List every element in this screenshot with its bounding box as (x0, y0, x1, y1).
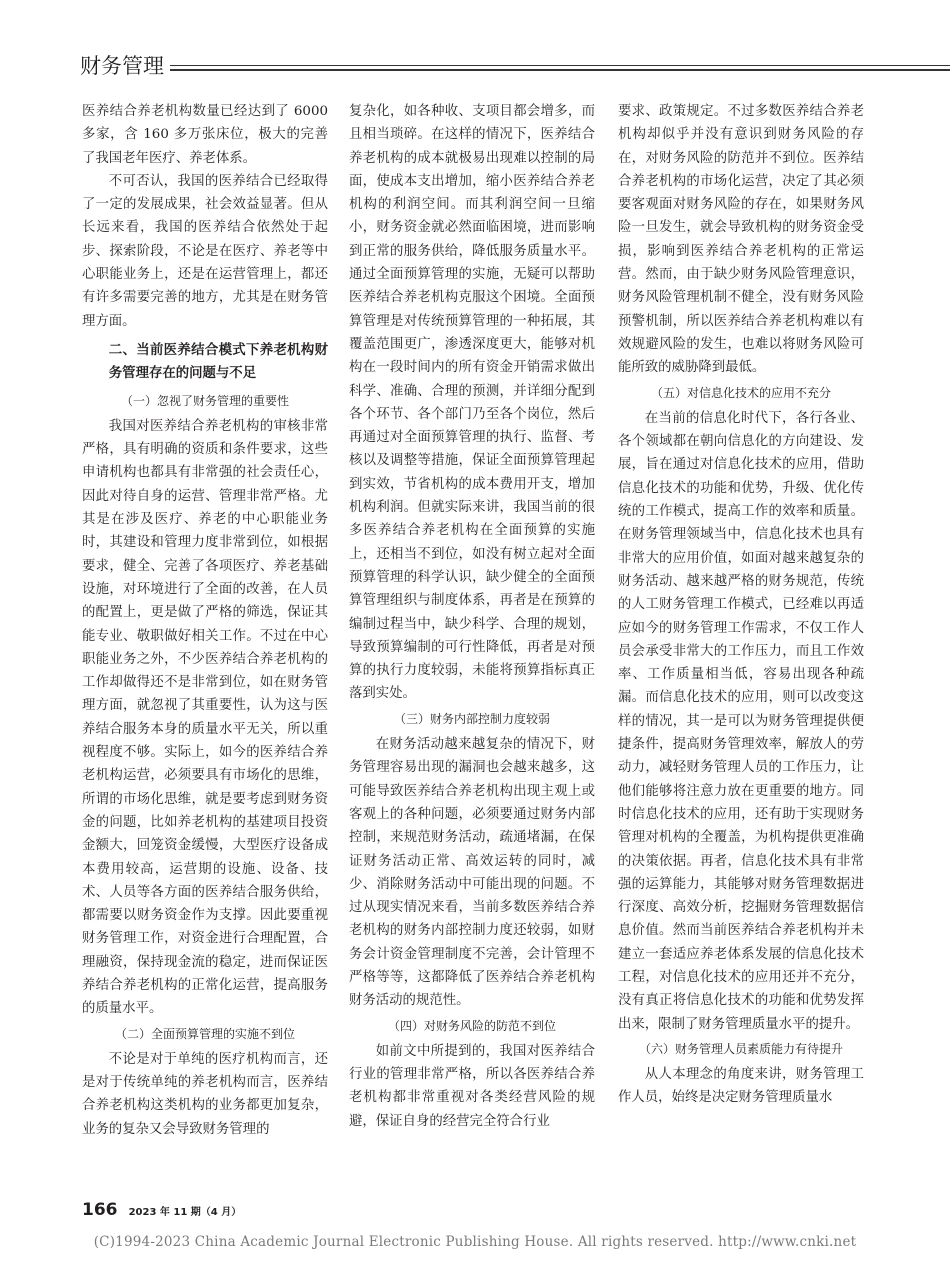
paragraph: 复杂化，如各种收、支项目都会增多，而且相当琐碎。在这样的情况下，医养结合养老机构的成本就极易出现难以控制的局面，使成本支出增加，缩小医养结合养老机构的利润空间。而其利润空间一旦缩小，财务资金就必然面临困境，进而影响到正常的服务供给，降低服务质量水平。通过全面预算管理的实施，无疑可以帮助医养结合养老机构克服这个困境。全面预算管理是对传统预算管理的一种拓展，其覆盖范围更广，渗透深度更大，能够对机构在一段时间内的所有资金开销需求做出科学、准确、合理的预测，并详细分配到各个环节、各个部门乃至各个岗位，然后再通过对全面预算管理的执行、监督、考核以及调整等措施，保证全面预算管理起到实效，节省机构的成本费用开支，增加机构利润。但就实际来讲，我国当前的很多医养结合养老机构在全面预算的实施上，还相当不到位，如没有树立起对全面预算管理的科学认识，缺少健全的全面预算管理组织与制度体系，再者是在预算的编制过程当中，缺少科学、合理的规划，导致预算编制的可行性降低，再者是对预算的执行力度较弱，未能将预算指标真正落到实处。 (349, 104, 595, 702)
subsection-heading: （五）对信息化技术的应用不充分 (650, 385, 831, 400)
page-footer (82, 1200, 241, 1220)
page-number: 166 (82, 1200, 118, 1220)
subsection-heading: （四）对财务风险的防范不到位 (387, 1018, 556, 1033)
text-column-1 (82, 100, 328, 1141)
paragraph: 在当前的信息化时代下，各行各业、各个领域都在朝向信息化的方向建设、发展，旨在通过对信息化技术的应用，借助信息化技术的功能和优势，升级、优化传统的工作模式，提高工作的效率和质量。在财务管理领域当中，信息化技术也具有非常大的应用价值，如面对越来越复杂的财务活动、越来越严格的财务规范，传统的人工财务管理工作模式，已经难以再适应如今的财务管理工作需求，不仅工作人员会承受非常大的工作压力，而且工作效率、工作质量相当低，容易出现各种疏漏。而信息化技术的应用，则可以改变这样的情况，其一是可以为财务管理提供便捷条件，提高财务管理效率，解放人的劳动力，减轻财务管理人员的工作压力，让他们能够将注意力放在更重要的地方。同时信息化技术的应用，还有助于实现财务管理对机构的全覆盖，为机构提供更准确的决策依据。再者，信息化技术具有非常强的运算能力，其能够对财务管理数据进行深度、高效分析，挖掘财务管理数据信息价值。然而当前医养结合养老机构并未建立一套适应养老体系发展的信息化技术工程，对信息化技术的应用还并不充分，没有真正将信息化技术的功能和优势发挥出来，限制了财务管理质量水平的提升。 (618, 410, 864, 1032)
header-rule-thin (170, 65, 950, 66)
section-heading: 二、当前医养结合模式下养老机构财务管理存在的问题与不足 (108, 342, 328, 382)
subsection-heading: （二）全面预算管理的实施不到位 (114, 1026, 295, 1041)
paragraph: 从人本理念的角度来讲，财务管理工作人员，始终是决定财务管理质量水 (618, 1067, 864, 1106)
paragraph: 医养结合养老机构数量已经达到了 6000 多家，含 160 多万张床位，极大的完善了我国老年医疗、养老体系。 (82, 104, 328, 166)
page-header (80, 52, 950, 82)
text-column-2 (349, 100, 595, 1133)
paragraph: 如前文中所提到的，我国对医养结合行业的管理非常严格，所以各医养结合养老机构都非常重视对各类经营风险的规避，保证自身的经营完全符合行业 (349, 1043, 595, 1129)
text-column-3 (618, 100, 864, 1110)
copyright-notice: (C)1994-2023 China Academic Journal Electronic Publishing House. All rights reserved. http://www.cnki.net (93, 1234, 857, 1250)
subsection-heading: （一）忽视了财务管理的重要性 (120, 393, 289, 408)
paragraph: 不可否认，我国的医养结合已经取得了一定的发展成果，社会效益显著。但从长远来看，我国的医养结合依然处于起步、探索阶段，不论是在医疗、养老等中心职能业务上，还是在运营管理上，都还有许多需要完善的地方，尤其是在财务管理方面。 (82, 173, 328, 329)
paragraph: 在财务活动越来越复杂的情况下，财务管理容易出现的漏洞也会越来越多，这可能导致医养结合养老机构出现主观上或客观上的各种问题，必须要通过财务内部控制，来规范财务活动，疏通堵漏，在保证财务活动正常、高效运转的同时，减少、消除财务活动中可能出现的问题。不过从现实情况来看，当前多数医养结合养老机构的财务内部控制力度还较弱，如财务会计资金管理制度不完善，会计管理不严格等等，这都降低了医养结合养老机构财务活动的规范性。 (349, 737, 595, 1009)
journal-section-title: 财务管理 (80, 54, 164, 78)
subsection-heading: （三）财务内部控制力度较弱 (393, 711, 550, 726)
paragraph: 不论是对于单纯的医疗机构而言，还是对于传统单纯的养老机构而言，医养结合养老机构这类机构的业务都更加复杂，业务的复杂又会导致财务管理的 (82, 1051, 328, 1137)
subsection-heading: （六）财务管理人员素质能力有待提升 (638, 1041, 843, 1056)
issue-label: 2023 年 11 期（4 月） (128, 1207, 242, 1218)
header-rule-thick (170, 69, 950, 71)
paragraph: 要求、政策规定。不过多数医养结合养老机构却似乎并没有意识到财务风险的存在，对财务风险的防范并不到位。医养结合养老机构的市场化运营，决定了其必须要客观面对财务风险的存在，如果财务风险一旦发生，就会导致机构的财务资金受损，影响到医养结合养老机构的正常运营。然而，由于缺少财务风险管理意识，财务风险管理机制不健全，没有财务风险预警机制，所以医养结合养老机构难以有效规避风险的发生，也难以将财务风险可能所致的威胁降到最低。 (618, 104, 864, 376)
paragraph: 我国对医养结合养老机构的审核非常严格，具有明确的资质和条件要求，这些申请机构也都具有非常强的社会责任心，因此对待自身的运营、管理非常严格。尤其是在涉及医疗、养老的中心职能业务时，其建设和管理力度非常到位，如根据要求，健全、完善了各项医疗、养老基础设施，对环境进行了全面的改善，在人员的配置上，更是做了严格的筛选，保证其能专业、敬职做好相关工作。不过在中心职能业务之外，不少医养结合养老机构的工作却做得还不是非常到位，如在财务管理方面，就忽视了其重要性，认为这与医养结合服务本身的质量水平无关，所以重视程度不够。实际上，如今的医养结合养老机构运营，必须要具有市场化的思维，所谓的市场化思维，就是要考虑到财务资金的问题，比如养老机构的基建项目投资金额大，回笼资金缓慢，大型医疗设备成本费用较高，运营期的设施、设备、技术、人员等各方面的医养结合服务供给，都需要以财务资金作为支撑。因此要重视财务管理工作，对资金进行合理配置，合理融资，保持现金流的稳定，进而保证医养结合养老机构的正常化运营，提高服务的质量水平。 (82, 418, 328, 1017)
